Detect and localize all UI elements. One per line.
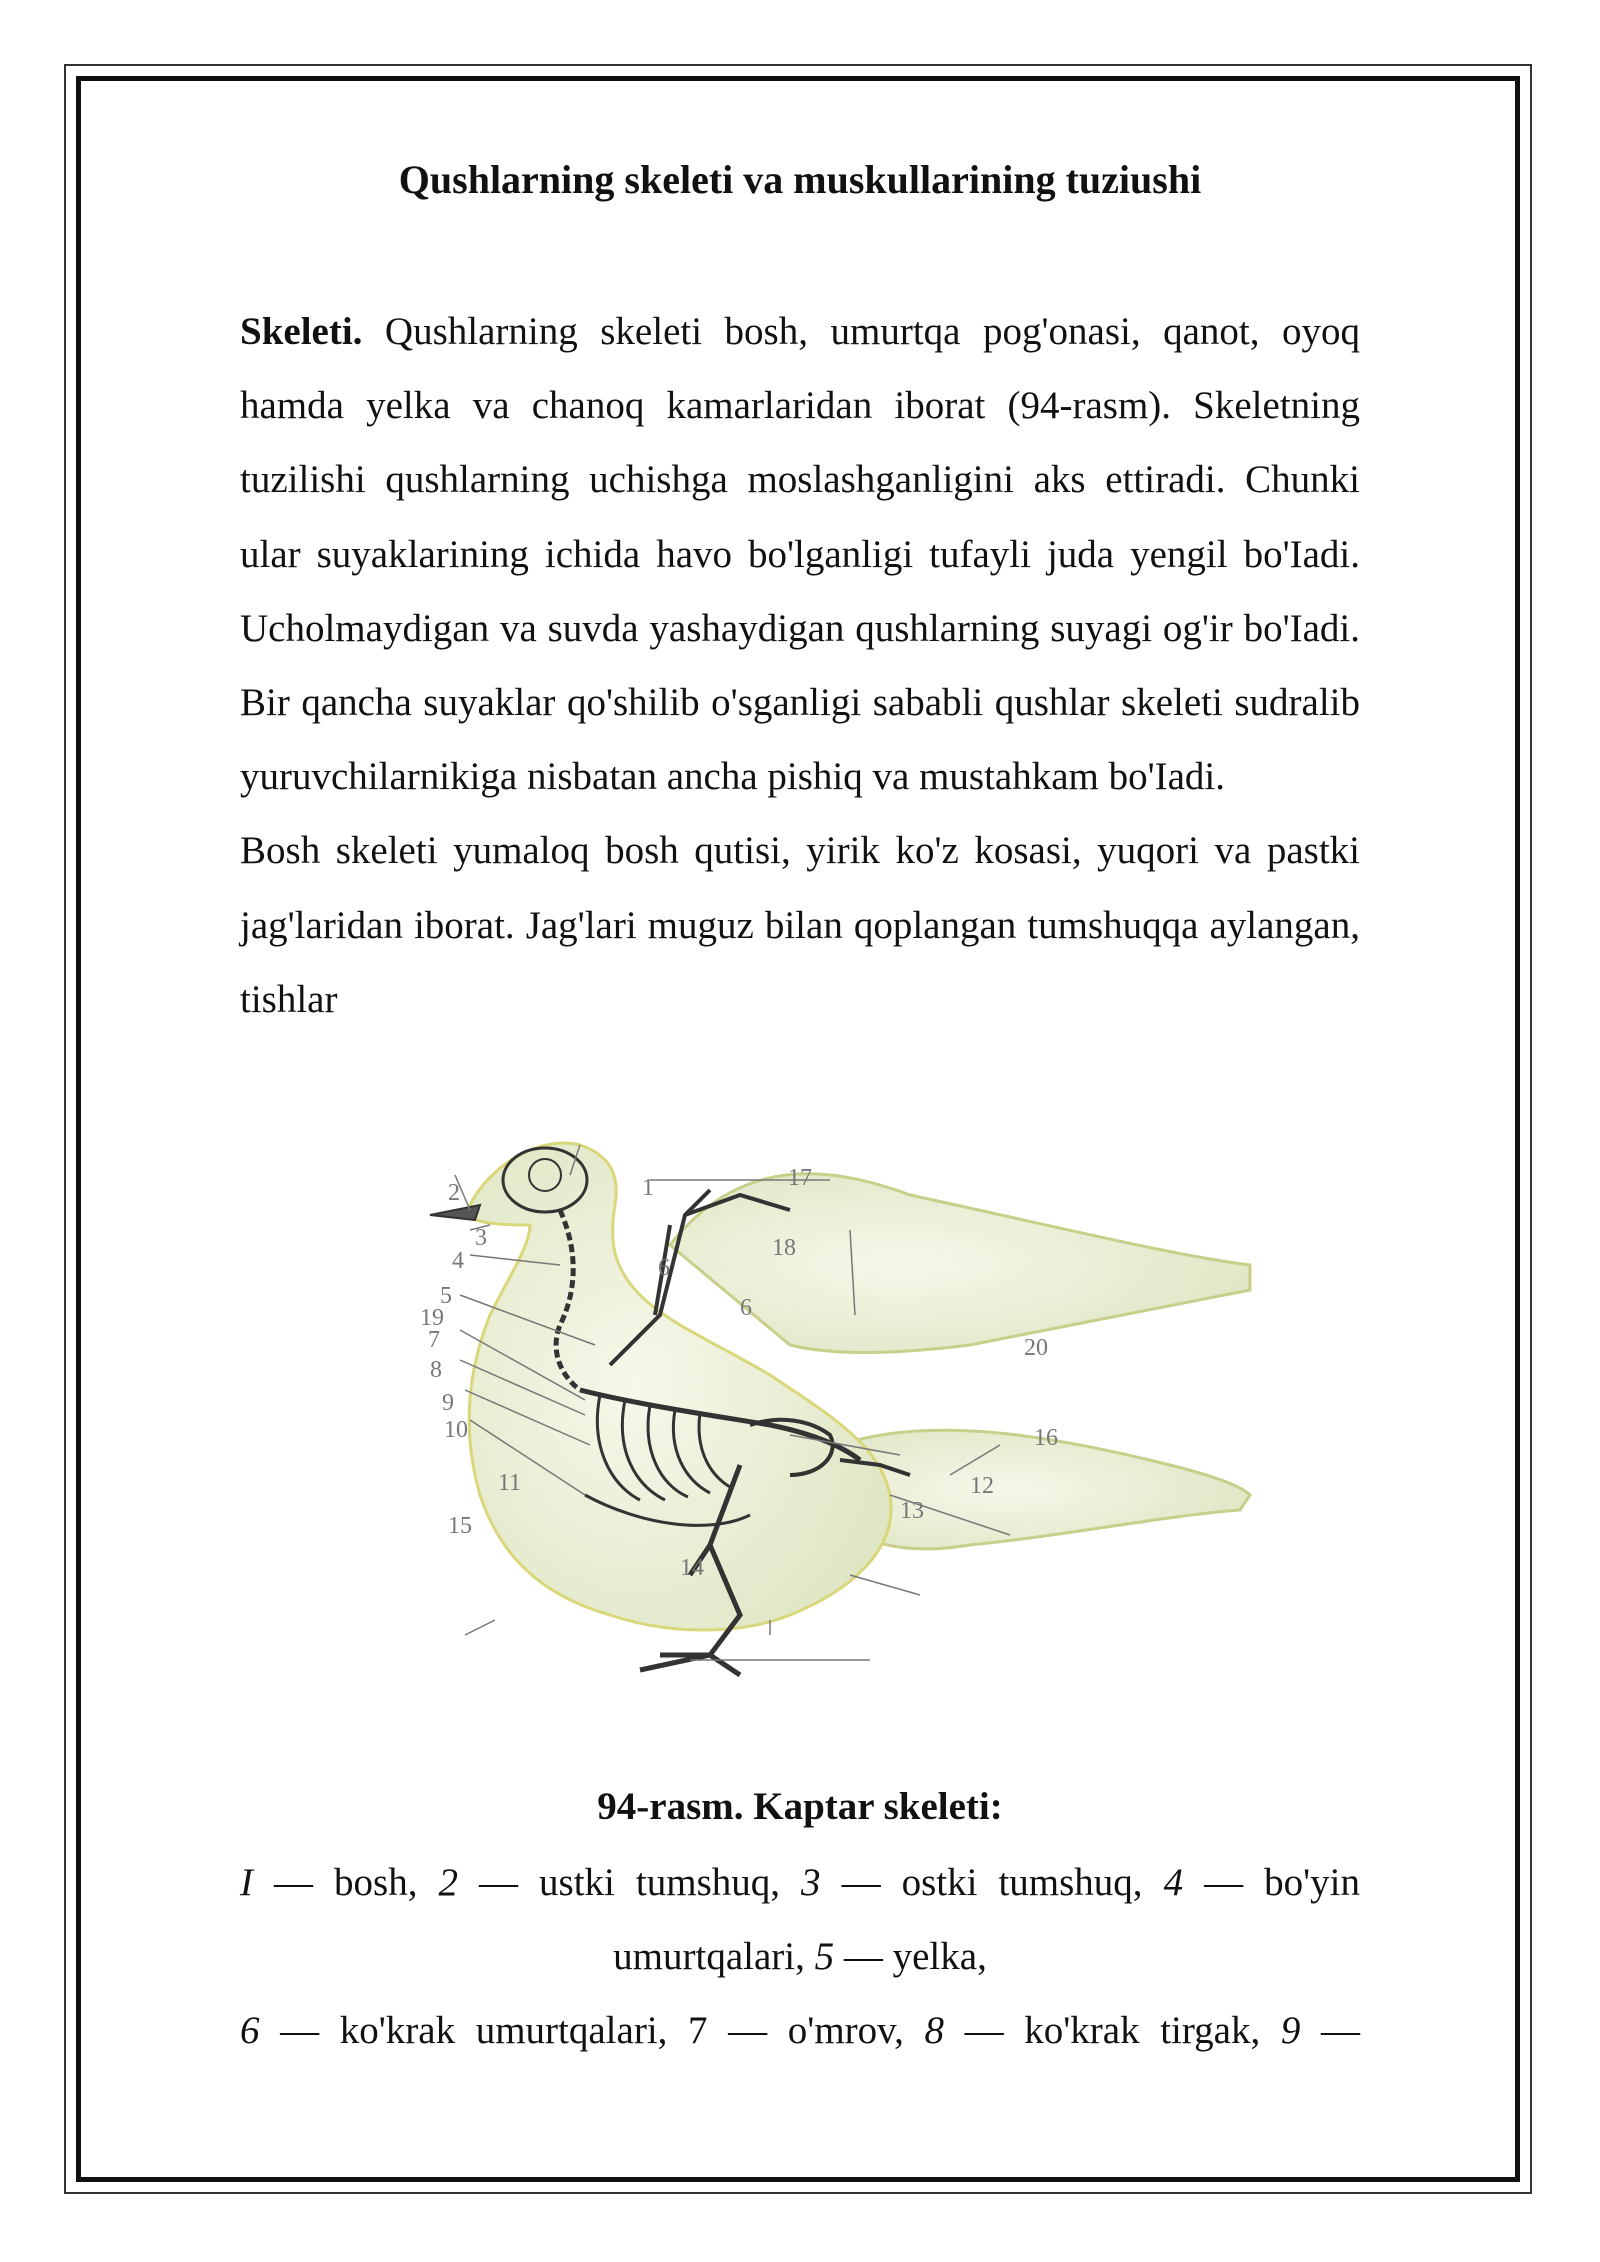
- figure-label-19: 19: [420, 1305, 444, 1331]
- figure-label-1: 1: [642, 1175, 654, 1201]
- figure-label-3: 3: [475, 1225, 487, 1251]
- caption-num: I: [240, 1861, 253, 1904]
- caption-line-1: [240, 1846, 1360, 1920]
- page-title: Qushlarning skeleti va muskullarining tuziushi: [398, 157, 1202, 202]
- pigeon-skeleton-figure: [410, 1115, 1470, 1695]
- figure-label-18: 18: [772, 1235, 796, 1261]
- caption-num: 9: [1280, 2009, 1301, 2052]
- caption-text: — yelka,: [834, 1935, 987, 1978]
- paragraph-skeleti: [240, 295, 1360, 814]
- figure-label-9: 9: [442, 1390, 454, 1416]
- figure-label-7: 7: [428, 1327, 440, 1353]
- figure-label-8: 8: [430, 1357, 442, 1383]
- caption-num: 2: [438, 1861, 458, 1904]
- caption-text: umurtqalari,: [613, 1935, 815, 1978]
- caption-line-2: [240, 1920, 1360, 1994]
- body-text: [240, 295, 1360, 1037]
- pigeon-skeleton-illustration: [410, 1115, 1470, 1695]
- figure-label-6a: 6: [658, 1255, 670, 1281]
- figure-label-20: 20: [1024, 1335, 1048, 1361]
- caption-num: 3: [801, 1861, 821, 1904]
- caption-num: 6: [240, 2009, 260, 2052]
- figure-label-2: 2: [448, 1180, 460, 1206]
- figure-label-12: 12: [970, 1473, 994, 1499]
- caption-text: —: [1300, 2009, 1361, 2052]
- figure-label-6b: 6: [740, 1295, 752, 1321]
- figure-label-13: 13: [900, 1498, 924, 1524]
- caption-num: 5: [814, 1935, 835, 1978]
- caption-text: — bo'yin: [1183, 1861, 1360, 1904]
- figure-label-17: 17: [788, 1165, 812, 1191]
- paragraph-body: Qushlarning skeleti bosh, umurtqa pog'onasi, qanot, oyoq hamda yelka va chanoq kamarlaridan iborat (94-rasm). Skeletning tuzilishi qushlarning uchishga moslashganligini aks ettiradi. Chunki ular suyaklarining ichida havo bo'lganligi tufayli juda yengil bo'Iadi. Ucholmaydigan va suvda yashaydigan qushlarning suyagi og'ir bo'Iadi. Bir qancha suyaklar qo'shilib o'sganligi sababli qushlar skeleti sudralib yuruvchilarnikiga nisbatan ancha pishiq va mustahkam bo'Iadi.: [240, 310, 1360, 799]
- caption-line-3: [240, 1994, 1360, 2068]
- figure-caption-title: 94-rasm. Kaptar skeleti:: [597, 1785, 1003, 1828]
- figure-label-10: 10: [444, 1417, 468, 1443]
- figure-label-15: 15: [448, 1513, 472, 1539]
- caption-text: — bosh,: [253, 1861, 439, 1904]
- figure-label-5: 5: [440, 1283, 452, 1309]
- figure-caption: [240, 1846, 1360, 2068]
- paragraph-bosh-skeleti: Bosh skeleti yumaloq bosh qutisi, yirik ko'z kosasi, yuqori va pastki jag'laridan iborat. Jag'lari muguz bilan qoplangan tumshuqqa aylangan, tishlar: [240, 829, 1360, 1021]
- figure-label-14: 14: [680, 1555, 704, 1581]
- figure-label-11: 11: [498, 1470, 522, 1496]
- figure-label-4: 4: [452, 1248, 464, 1274]
- caption-text: — ko'krak tirgak,: [944, 2009, 1281, 2052]
- caption-num: 8: [924, 2009, 944, 2052]
- figure-label-16: 16: [1034, 1425, 1058, 1451]
- caption-text: — ostki tumshuq,: [820, 1861, 1164, 1904]
- paragraph-lead: Skeleti.: [240, 310, 363, 353]
- beak: [430, 1205, 480, 1220]
- caption-text: — ustki tumshuq,: [458, 1861, 802, 1904]
- caption-num: 4: [1163, 1861, 1184, 1904]
- caption-text: — ko'krak umurtqalari, 7 — o'mrov,: [259, 2009, 925, 2052]
